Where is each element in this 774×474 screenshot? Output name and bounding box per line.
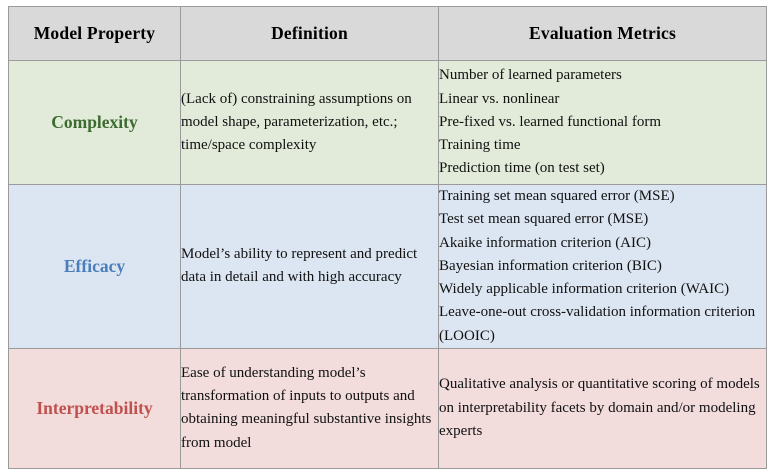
property-interpretability: Interpretability [9, 348, 181, 468]
table-row [9, 348, 767, 468]
property-efficacy: Efficacy [9, 185, 181, 349]
table-row [9, 61, 767, 185]
header-definition: Definition [181, 7, 439, 61]
metrics-complexity [439, 61, 767, 185]
header-model-property: Model Property [9, 7, 181, 61]
list-item: Training set mean squared error (MSE) [439, 188, 675, 204]
list-item: Test set mean squared error (MSE) [439, 211, 649, 228]
table-body [9, 61, 767, 469]
header-row [9, 7, 767, 61]
list-item: Number of learned parameters [439, 67, 622, 84]
list-item: Widely applicable information criterion (WAIC) [439, 281, 730, 297]
list-item: Qualitative analysis or quantitative scoring of models on interpretability facets by domain and/or modeling experts [439, 376, 760, 439]
metrics-interpretability [439, 348, 767, 468]
table-row [9, 185, 767, 349]
definition-complexity: (Lack of) constraining assumptions on model shape, parameterization, etc.; time/space complexity [181, 61, 439, 185]
model-property-table [8, 6, 767, 469]
list-item: Bayesian information criterion (BIC) [439, 257, 662, 274]
metrics-list [439, 64, 766, 180]
list-item: Prediction time (on test set) [439, 160, 605, 177]
table-header [9, 7, 767, 61]
metrics-list [439, 185, 766, 348]
list-item: Akaike information criterion (AIC) [439, 234, 652, 251]
list-item: Training time [439, 137, 521, 154]
list-item: Linear vs. nonlinear [439, 90, 560, 107]
definition-interpretability: Ease of understanding model’s transformation of inputs to outputs and obtaining meaningful substantive insights from model [181, 348, 439, 468]
metrics-efficacy [439, 185, 767, 349]
property-complexity: Complexity [9, 61, 181, 185]
list-item: Pre-fixed vs. learned functional form [439, 113, 662, 130]
header-evaluation-metrics: Evaluation Metrics [439, 7, 767, 61]
metrics-list [439, 373, 766, 443]
definition-efficacy: Model’s ability to represent and predict data in detail and with high accuracy [181, 185, 439, 349]
list-item: Leave-one-out cross-validation information criterion (LOOIC) [439, 304, 756, 344]
